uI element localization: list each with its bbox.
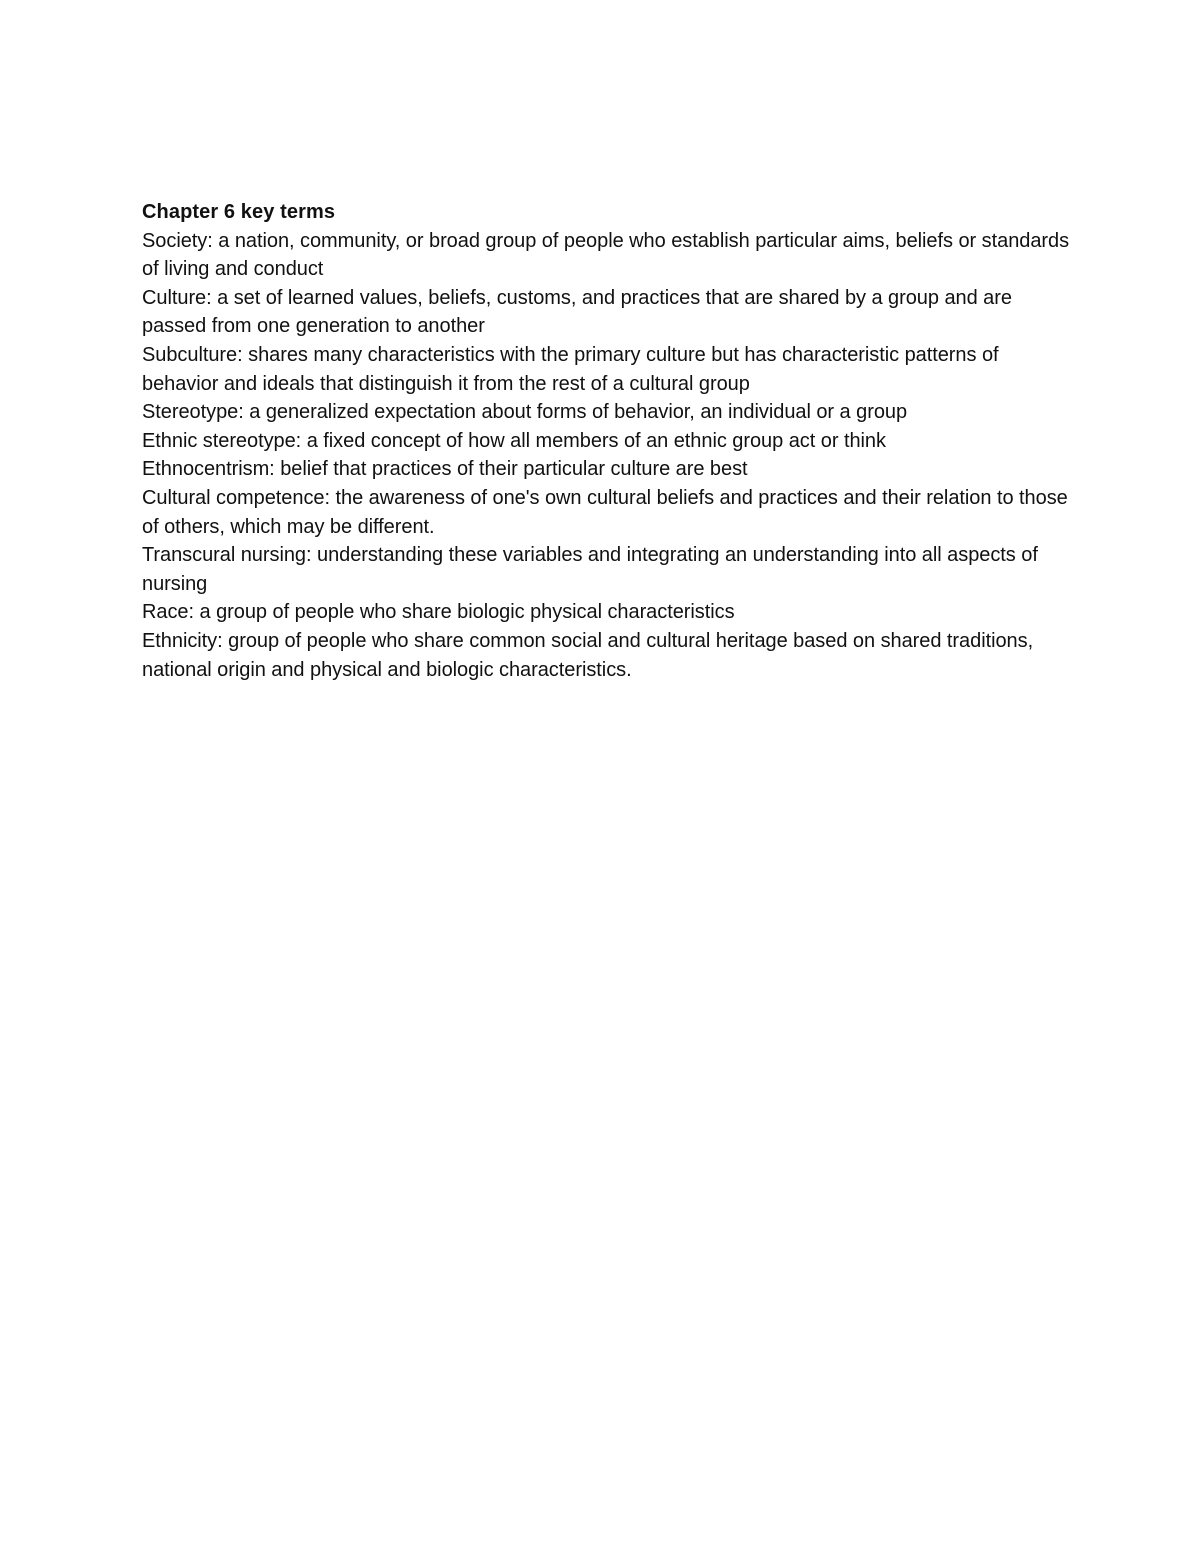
term-stereotype: Stereotype: a generalized expectation about forms of behavior, an individual or a group [142,401,908,424]
term-race: Race: a group of people who share biologic physical characteristics [142,601,735,624]
term-cultural-competence: Cultural competence: the awareness of one's own cultural beliefs and practices and their relation to those of others, which may be different. [142,486,1068,538]
key-terms-list [142,227,1072,685]
term-ethnicity: Ethnicity: group of people who share common social and cultural heritage based on shared traditions, national origin and physical and biologic characteristics. [142,629,1034,681]
term-culture: Culture: a set of learned values, beliefs, customs, and practices that are shared by a group and are passed from one generation to another [142,286,1012,338]
term-society: Society: a nation, community, or broad group of people who establish particular aims, beliefs or standards of living and conduct [142,229,1070,281]
term-subculture: Subculture: shares many characteristics with the primary culture but has characteristic patterns of behavior and ideals that distinguish it from the rest of a cultural group [142,343,999,395]
term-transcural-nursing: Transcural nursing: understanding these variables and integrating an understanding into all aspects of nursing [142,544,1038,595]
document-content [142,198,1072,684]
term-ethnocentrism: Ethnocentrism: belief that practices of their particular culture are best [142,458,748,481]
document-title: Chapter 6 key terms [142,201,336,223]
term-ethnic-stereotype: Ethnic stereotype: a fixed concept of how all members of an ethnic group act or think [142,429,886,452]
